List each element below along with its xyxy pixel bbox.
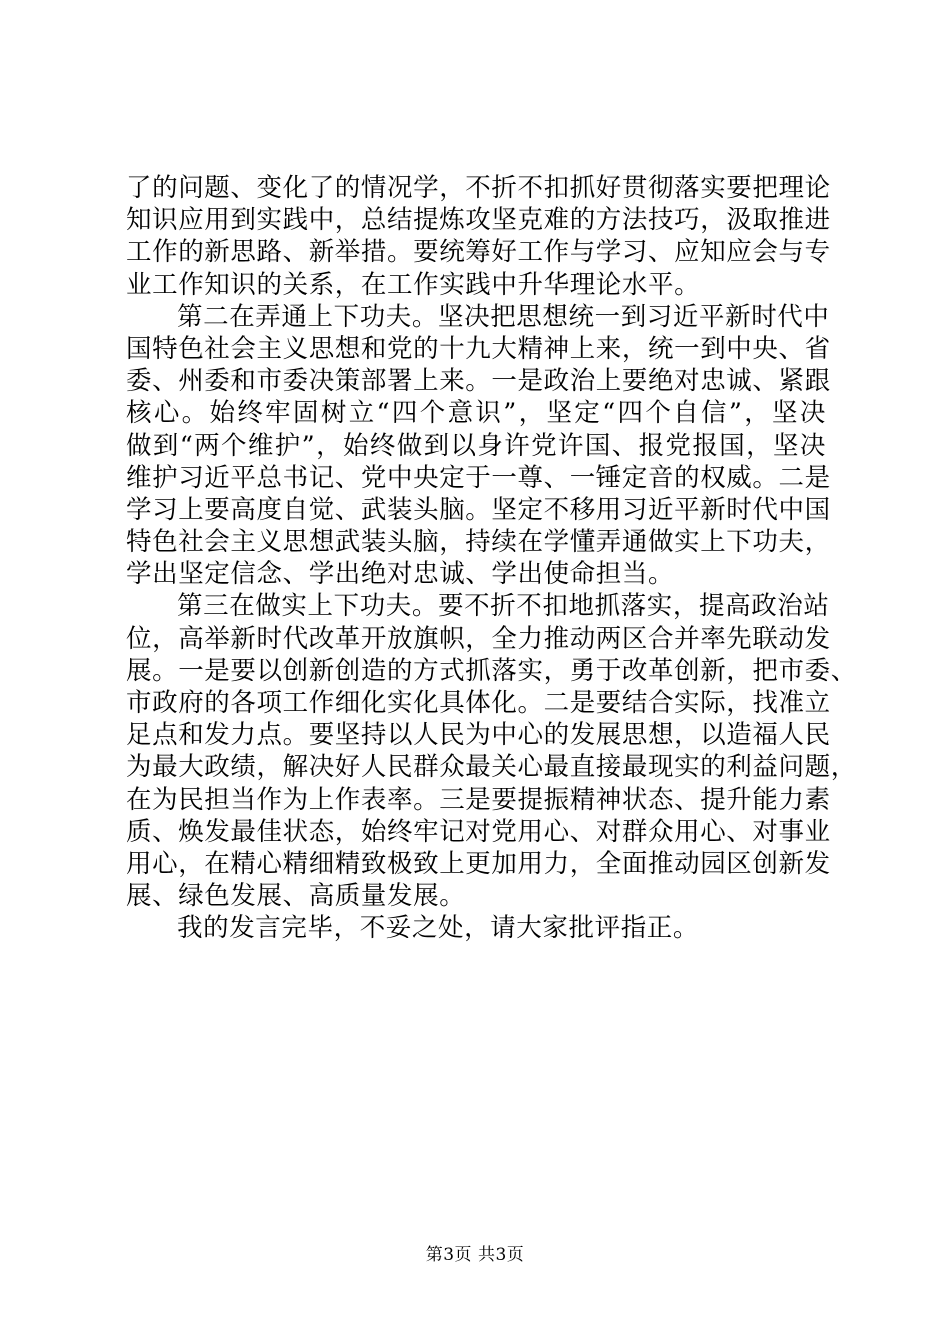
text-line: 核心。始终牢固树立“四个意识”，坚定“四个自信”，坚决 — [126, 398, 826, 429]
text-line: 国特色社会主义思想和党的十九大精神上来，统一到中央、省 — [126, 333, 831, 364]
text-line: 位，高举新时代改革开放旗帜，全力推动两区合并率先联动发 — [126, 623, 831, 654]
text-line: 足点和发力点。要坚持以人民为中心的发展思想，以造福人民 — [126, 720, 831, 751]
text-line: 学出坚定信念、学出绝对忠诚、学出使命担当。 — [126, 559, 675, 590]
text-line: 用心，在精心精细精致极致上更加用力，全面推动园区创新发 — [126, 848, 831, 879]
text-line: 在为民担当作为上作表率。三是要提振精神状态、提升能力素 — [126, 784, 831, 815]
text-line: 学习上要高度自觉、武装头脑。坚定不移用习近平新时代中国 — [126, 494, 831, 525]
text-line: 了的问题、变化了的情况学，不折不扣抓好贯彻落实要把理论 — [126, 173, 831, 203]
text-line: 工作的新思路、新举措。要统筹好工作与学习、应知应会与专 — [126, 237, 831, 268]
text-line: 质、焕发最佳状态，始终牢记对党用心、对群众用心、对事业 — [126, 816, 831, 847]
text-line: 展、绿色发展、高质量发展。 — [126, 881, 466, 912]
text-line: 业工作知识的关系，在工作实践中升华理论水平。 — [126, 269, 701, 300]
page-footer: 第3页 共3页 — [425, 1245, 525, 1265]
text-line: 我的发言完毕，不妥之处，请大家批评指正。 — [177, 913, 700, 944]
body-text — [126, 172, 857, 945]
text-line: 第二在弄通上下功夫。坚决把思想统一到习近平新时代中 — [177, 301, 830, 332]
text-line: 第三在做实上下功夫。要不折不扣地抓落实，提高政治站 — [177, 591, 830, 622]
text-line: 展。一是要以创新创造的方式抓落实，勇于改革创新，把市委、 — [126, 655, 857, 686]
text-line: 为最大政绩，解决好人民群众最关心最直接最现实的利益问题， — [126, 752, 857, 783]
text-line: 委、州委和市委决策部署上来。一是政治上要绝对忠诚、紧跟 — [126, 366, 831, 397]
text-line: 维护习近平总书记、党中央定于一尊、一锤定音的权威。二是 — [126, 462, 831, 493]
text-line: 市政府的各项工作细化实化具体化。二是要结合实际，找准立 — [126, 688, 831, 718]
text-line: 特色社会主义思想武装头脑，持续在学懂弄通做实上下功夫， — [126, 527, 831, 558]
text-line: 知识应用到实践中，总结提炼攻坚克难的方法技巧，汲取推进 — [126, 205, 831, 236]
text-line: 做到“两个维护”，始终做到以身许党许国、报党报国，坚决 — [126, 430, 826, 461]
